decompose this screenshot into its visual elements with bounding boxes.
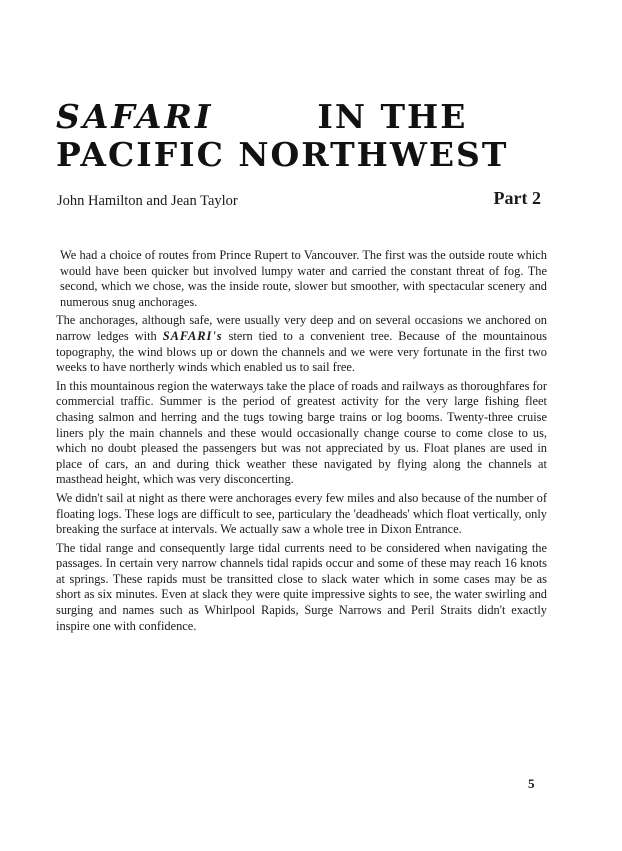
page-number: 5 (528, 776, 535, 791)
paragraph (56, 313, 547, 375)
paragraph-text: The tidal range and consequently large tidal currents need to be considered when navigating the passages. In certain very narrow channels tidal rapids occur and some of these may reach 16 knots at springs. These rapids must be transitted close to slack water which in some cases may be as short as six minutes. Even at slack they were quite impressive sights to see, the water swirling and surging and names such as Whirlpool Rapids, Surge Narrows and Peril Straits didn't exactly inspire one with confidence. (56, 540, 547, 633)
paragraph (56, 491, 547, 538)
paragraph (56, 541, 547, 635)
part-label: Part 2 (493, 188, 541, 208)
article-body (56, 248, 547, 637)
title-in-the: IN THE (317, 97, 468, 136)
article-title-line-2: PACIFIC NORTHWEST (56, 135, 509, 174)
article-authors: John Hamilton and Jean Taylor (57, 193, 238, 209)
paragraph-text: We didn't sail at night as there were anchorages every few miles and also because of the number of floating logs. These logs are difficult to see, particulary the 'deadheads' which float vertically, only breaking the surface at intervals. We actually saw a whole tree in Dixon Entrance. (56, 490, 547, 537)
paragraph-text: The anchorages, although safe, were usually very deep and on several occasions we anchored on narrow ledges with (56, 313, 547, 343)
paragraph-text: We had a choice of routes from Prince Rupert to Vancouver. The first was the outside route which would have been quicker but involved lumpy water and carried the constant threat of fog. The second, which we chose, was the inside route, slower but smoother, with spectacular scenery and numerous snug anchorages. (60, 248, 547, 309)
paragraph (56, 379, 547, 488)
article-title-line-1 (56, 97, 468, 136)
paragraph-text: stern tied to a convenient tree. Because of the mountainous topography, the wind blows up or down the channels and we were very fortunate in the first two weeks to have northerly winds which enabled us to sail free. (56, 328, 547, 375)
paragraph-text: In this mountainous region the waterways take the place of roads and railways as thoroughfares for commercial traffic. Summer is the period of greatest activity for the very large fishing fleet chasing salmon and herring and the tugs towing barge trains or log booms. Twenty-three cruise liners ply the main channels and these would occasionally change course to come close to us, which no doubt pleased the passengers but was not appreciated by us. Float planes are used in place of cars, an and during thick weather these navigated by flying along the channels at masthead height, which was very disconcerting. (56, 378, 547, 487)
boat-name-inline: SAFARI's (162, 328, 223, 343)
title-boat-name: SAFARI (56, 97, 214, 136)
paragraph (56, 248, 547, 310)
